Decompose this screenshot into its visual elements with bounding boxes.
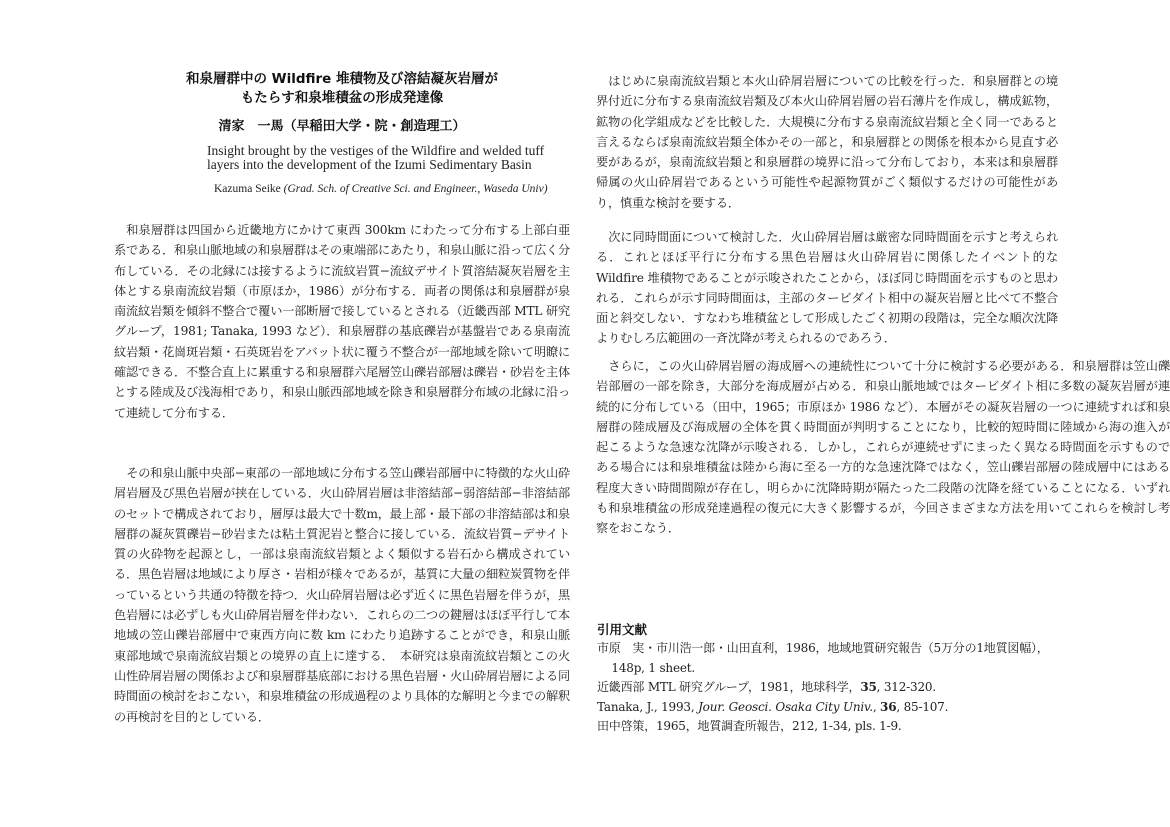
reference-3-pages: , 85-107.: [896, 699, 949, 714]
reference-2-text: 近畿西部 MTL 研究グループ，1981，地球科学，: [597, 680, 861, 694]
reference-2-volume: 35: [860, 680, 877, 694]
reference-3-author: Tanaka, J., 1993,: [597, 699, 699, 714]
body-paragraph-2: その和泉山脈中央部−東部の一部地域に分布する笠山礫岩部層中に特徴的な火山砕屑岩層及び黒色岩層が挟在している．火山砕屑岩層は非溶結部−弱溶結部−非溶結部のセットで構成されており，層厚は最大で十数m，最上部・最下部の非溶結部は和泉層群の凝灰質礫岩−砂岩または粘土質泥岩と整合に接している．流紋岩質−デサイト質の火砕物を起源とし，一部は泉南流紋岩類とよく類似する岩石から構成されている．黒色岩層は地域により厚さ・岩相が様々であるが，基質に大量の細粒炭質物を伴っているという共通の特徴を持つ．火山砕屑岩層は必ず近くに黒色岩層を伴うが，黒色岩層には必ずしも火山砕屑岩層を伴わない．これらの二つの鍵層はほぼ平行して本地域の笠山礫岩部層中で東西方向に数 km にわたり追跡することができ，和泉山脈東部地域で泉南流紋岩類との境界の直上に達する． 本研究は泉南流紋岩類とこの火山性砕屑岩層の関係および和泉層群基底部における黒色岩層・火山砕屑岩層による同時間面の検討をおこない，和泉堆積盆の形成過程のより具体的な解明と今までの解釈の再検討を目的としている．: [114, 466, 570, 724]
title-line-1: 和泉層群中の Wildfire 堆積物及び溶結凝灰岩層が: [185, 71, 499, 87]
author-en-name: Kazuma Seike: [214, 183, 281, 195]
body-paragraph-1: 和泉層群は四国から近畿地方にかけて東西 300km にわたって分布する上部白亜系である．和泉山脈地域の和泉層群はその東端部にあたり，和泉山脈に沿って広く分布している．その北縁には接するように流紋岩質−流紋デサイト質溶結凝灰岩層を主体とする泉南流紋岩類（市原ほか，1986）が分布する．両者の関係は和泉層群が泉南流紋岩類を傾斜不整合で覆い一部断層で接しているとされる（近畿西部 MTL 研究グループ，1981; Tanaka, 1993 など）．和泉層群の基底礫岩が基盤岩である泉南流紋岩類・花崗斑岩類・石英斑岩をアバット状に覆う不整合が一部地域を除いて明瞭に確認できる．不整合直上に累重する和泉層群六尾層笠山礫岩部層は礫岩・砂岩を主体とする陸成及び浅海相であり，和泉山脈西部地域を除き和泉層群分布域の北縁に沿って連続して分布する．: [114, 223, 570, 420]
title-line-2: もたらす和泉堆積盆の形成発達像: [240, 90, 444, 106]
body-paragraph-3: はじめに泉南流紋岩類と本火山砕屑岩層についての比較を行った．和泉層群との境界付近に分布する泉南流紋岩類及び本火山砕屑岩層の岩石薄片を作成し，構成鉱物，鉱物の化学組成などを比較した．大規模に分布する泉南流紋岩類と全く同一であると言えるならば泉南流紋岩類全体かその一部と，和泉層群との関係を根本から見直す必要があるが，泉南流紋岩類と和泉層群の境界に沿って分布しており，本来は和泉層群帰属の火山砕屑岩であるという可能性や起源物質がごく類似するだけの可能性があり，慎重な検討を要する．: [596, 74, 1058, 210]
author-en: [214, 183, 574, 195]
reference-3-volume: 36: [880, 699, 897, 714]
author-en-affiliation: (Grad. Sch. of Creative Sci. and Engineer., Waseda Univ): [283, 183, 548, 195]
paper-title-en: [207, 144, 577, 172]
paper-title-ja: [114, 70, 570, 108]
reference-2-pages: , 312-320.: [876, 680, 936, 694]
body-paragraph-5: さらに，この火山砕屑岩層の海成層への連続性について十分に検討する必要がある．和泉層群は笠山礫岩部層の一部を除き，大部分を海成層が占める．和泉山脈地域ではタービダイト相に多数の凝灰岩層が連続的に分布している（田中，1965；市原ほか 1986 など）．本層がその凝灰岩層の一つに連続すれば和泉層群の陸成層及び海成層の全体を貫く時間面が判明することになり，比較的短時間に陸域から海の進入が起こるような急速な沈降が示唆される．しかし，これらが連続せずにまったく異なる時間面を示すものである場合には和泉堆積盆は陸から海に至る一方的な急速沈降ではなく，笠山礫岩部層の陸成層中にはある程度大きい時間間隙が存在し，明らかに沈降時期が隔たった二段階の沈降を経ていることになる．いずれも和泉堆積盆の形成発達過程の復元に大きく影響するが，今回さまざまな方法を用いてこれらを検討し考察をおこなう．: [596, 359, 1170, 536]
references-list: [597, 639, 1059, 737]
reference-2: [597, 678, 1059, 698]
reference-3-sep: ,: [872, 699, 881, 714]
reference-3-journal: Jour. Geosci. Osaka City Univ.: [698, 699, 873, 714]
reference-1: 市原 実・市川浩一郎・山田直利，1986，地域地質研究報告（5万分の1地質図幅），148p, 1 sheet.: [597, 641, 1049, 675]
english-title-line-2: layers into the development of the Izumi Sedimentary Basin: [207, 157, 532, 172]
references-heading: 引用文献: [597, 622, 648, 637]
author-ja: 清家 一馬（早稲田大学・院・創造理工）: [218, 119, 466, 134]
reference-4: 田中啓策，1965，地質調査所報告，212, 1-34, pls. 1-9.: [597, 719, 902, 733]
body-paragraph-4: 次に同時間面について検討した．火山砕屑岩層は厳密な同時間面を示すと考えられる．これとほぼ平行に分布する黒色岩層は火山砕屑岩に関係したイベント的な Wildfire 堆積物であることが示唆されたことから，ほぼ同じ時間面を示すものと思われる．これらが示す同時間面は，主部のタービダイト相中の凝灰岩層と比べて不整合面と斜交しない．すなわち堆積盆として形成したごく初期の段階は，完全な順次沈降よりむしろ広範囲の一斉沈降が考えられるのであろう．: [596, 230, 1058, 346]
english-title-line-1: Insight brought by the vestiges of the Wildfire and welded tuff: [207, 143, 545, 158]
reference-3: [597, 698, 1059, 718]
